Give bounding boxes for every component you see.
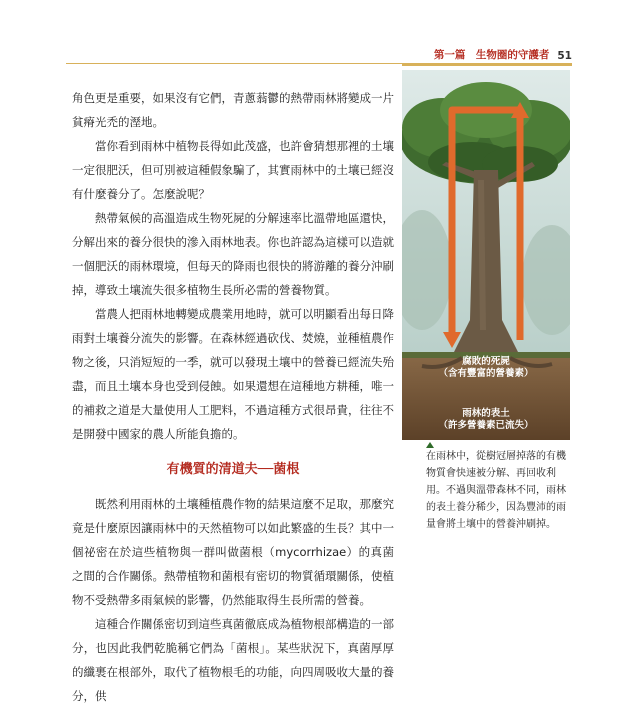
main-text-column [72,86,394,708]
figure-caption: 在雨林中，從樹冠層掉落的有機物質會快速被分解、再回收利用。不過與溫帶森林不同，雨林的表土養分稀少，因為豐沛的雨量會將土壤中的營養沖刷掉。 [426,451,566,530]
paragraph-3: 熱帶氣候的高溫造成生物死屍的分解速率比溫帶地區還快，分解出來的養分很快的滲入雨林地表。你也許認為這樣可以造就一個肥沃的雨林環境，但每天的降雨也很快的將游離的養分沖刷掉，導致土壤流失很多植物生長所必需的營養物質。 [72,211,394,297]
page-number: 51 [557,50,572,62]
paragraph-5: 既然利用雨林的土壤種植農作物的結果這麼不足取，那麼究竟是什麼原因讓雨林中的天然植物可以如此繁盛的生長？其中一個祕密在於這些植物與一群叫做菌根（mycorrhizae）的真菌之間的合作關係。熱帶植物和菌根有密切的物質循環關係，使植物不受熱帶多雨氣候的影響，仍然能取得生長所需的營養。 [72,497,394,607]
decaying-matter-label: 腐敗的死屍 （含有豐富的營養素） [438,356,534,379]
paragraph-6: 這種合作關係密切到這些真菌徹底成為植物根部構造的一部分，也因此我們乾脆稱它們為「菌根」。某些狀況下，真菌厚厚的纖裹在根部外，取代了植物根毛的功能，向四周吸收大量的養分，供 [72,617,394,703]
running-header [402,44,572,62]
rainforest-tree-illustration [402,70,570,440]
paragraph-2: 當你看到雨林中植物長得如此茂盛，也許會猜想那裡的土壤一定很肥沃，但可別被這種假象騙了，其實雨林中的土壤已經沒有什麼養分了。怎麼說呢？ [72,139,394,201]
paragraph-1: 角色更是重要，如果沒有它們，青蔥蓊鬱的熱帶雨林將變成一片貧瘠光禿的溼地。 [72,91,394,129]
chapter-title: 第一篇 生物圈的守護者 [433,49,550,61]
header-rule-accent [402,64,572,66]
paragraph-4: 當農人把雨林地轉變成農業用地時，就可以明顯看出每日降雨對土壤養分流失的影響。在森林經過砍伐、焚燒，並種植農作物之後，只消短短的一季，就可以發現土壤中的營養已經流失殆盡，而且土壤本身也受到侵蝕。如果還想在這種地方耕種，唯一的補救之道是大量使用人工肥料，不過這種方式很昂貴，往往不是開發中國家的農人所能負擔的。 [72,307,394,441]
rainforest-figure [402,70,570,440]
section-heading: 有機質的清道夫──菌根 [166,462,300,477]
topsoil-label: 雨林的表土 （許多營養素已流失） [438,408,534,431]
